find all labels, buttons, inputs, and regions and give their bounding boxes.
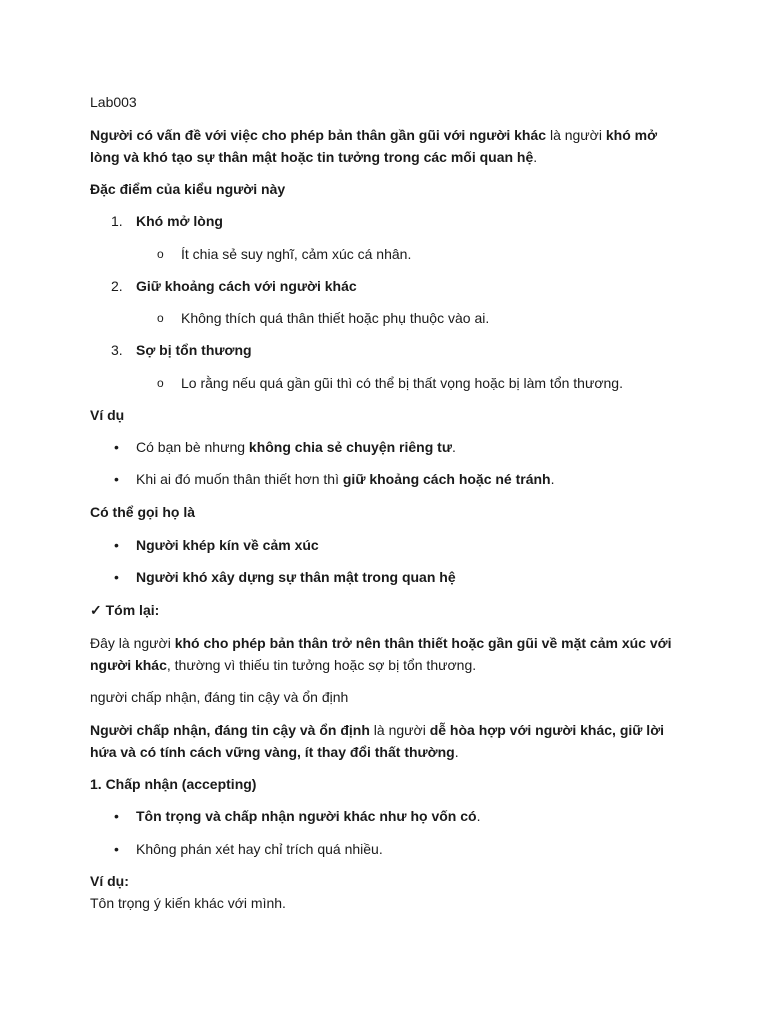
trait-label-2: Giữ khoảng cách với người khác [136, 278, 357, 294]
bullet-6: • [114, 841, 119, 857]
trait-detail-3: Lo rằng nếu quá gần gũi thì có thể bị thất vọng hoặc bị làm tổn thương. [181, 375, 623, 391]
document-title: Lab003 [90, 94, 137, 110]
summary-paragraph [90, 632, 680, 676]
accept-intro-bold-2: dễ hòa hợp với người khác, giữ lời hứa và có tính cách vững vàng, ít thay đổi thất thường [90, 722, 665, 760]
accept-intro-text-1: là người [369, 722, 430, 738]
bullet-1: • [114, 439, 119, 455]
accept-intro-bold-1: Người chấp nhận, đáng tin cậy và ổn định [90, 722, 370, 738]
accept-item-1 [136, 805, 480, 827]
accept-item-1-text: . [476, 808, 481, 824]
accept-heading: 1. Chấp nhận (accepting) [90, 776, 257, 792]
summary-text-1: Đây là người [90, 635, 175, 651]
example-1-text: Có bạn bè nhưng [136, 439, 249, 455]
trait-detail-1: Ít chia sẻ suy nghĩ, cảm xúc cá nhân. [181, 246, 412, 262]
bullet-5: • [114, 808, 119, 824]
example-item-1 [136, 436, 456, 458]
intro-text-1: là người [546, 127, 606, 143]
example-2-end: . [550, 471, 555, 487]
bullet-4: • [114, 569, 119, 585]
accept-item-2-text: Không phán xét hay chỉ trích quá nhiều. [136, 841, 383, 857]
intro-bold-2: khó mở lòng và khó tạo sự thân mật hoặc tin tưởng trong các mối quan hệ [90, 127, 658, 165]
example-item-2 [136, 468, 555, 490]
example-1-bold: không chia sẻ chuyện riêng tư [248, 439, 452, 455]
accept-intro-paragraph [90, 719, 680, 763]
intro-bold-1: Người có vấn đề với việc cho phép bản thân gần gũi với người khác [90, 127, 547, 143]
trait-detail-2: Không thích quá thân thiết hoặc phụ thuộc vào ai. [181, 310, 490, 326]
sub-bullet-3: o [157, 376, 164, 390]
sub-bullet-2: o [157, 311, 164, 325]
bullet-3: • [114, 537, 119, 553]
trait-number-1: 1. [111, 213, 123, 229]
bullet-2: • [114, 471, 119, 487]
accept-intro-text-2: . [454, 744, 459, 760]
example2-heading: Ví dụ: [90, 873, 129, 889]
call-heading: Có thể gọi họ là [90, 504, 195, 520]
traits-heading: Đặc điểm của kiểu người này [90, 181, 286, 197]
trait-label-1: Khó mở lòng [136, 213, 223, 229]
intro-paragraph [90, 124, 680, 168]
intro-text-2: . [533, 149, 538, 165]
accept-item-2 [136, 838, 383, 860]
call-item-1: Người khép kín về cảm xúc [136, 537, 319, 553]
trait-label-3: Sợ bị tổn thương [136, 342, 252, 358]
example2-text: Tôn trọng ý kiến khác với mình. [90, 895, 286, 911]
plain-line: người chấp nhận, đáng tin cậy và ổn định [90, 689, 349, 705]
accept-item-1-bold: Tôn trọng và chấp nhận người khác như họ vốn có [136, 808, 477, 824]
trait-number-2: 2. [111, 278, 123, 294]
example-heading: Ví dụ [90, 407, 125, 423]
summary-text-2: , thường vì thiếu tin tưởng hoặc sợ bị tổn thương. [166, 657, 477, 673]
sub-bullet-1: o [157, 247, 164, 261]
example-1-end: . [451, 439, 456, 455]
summary-heading: ✓ Tóm lại: [90, 602, 160, 618]
example-2-text: Khi ai đó muốn thân thiết hơn thì [136, 471, 343, 487]
trait-number-3: 3. [111, 342, 123, 358]
example-2-bold: giữ khoảng cách hoặc né tránh [342, 471, 551, 487]
summary-bold: khó cho phép bản thân trở nên thân thiết hoặc gần gũi về mặt cảm xúc với người khác [90, 635, 672, 673]
call-item-2: Người khó xây dựng sự thân mật trong quan hệ [136, 569, 456, 585]
